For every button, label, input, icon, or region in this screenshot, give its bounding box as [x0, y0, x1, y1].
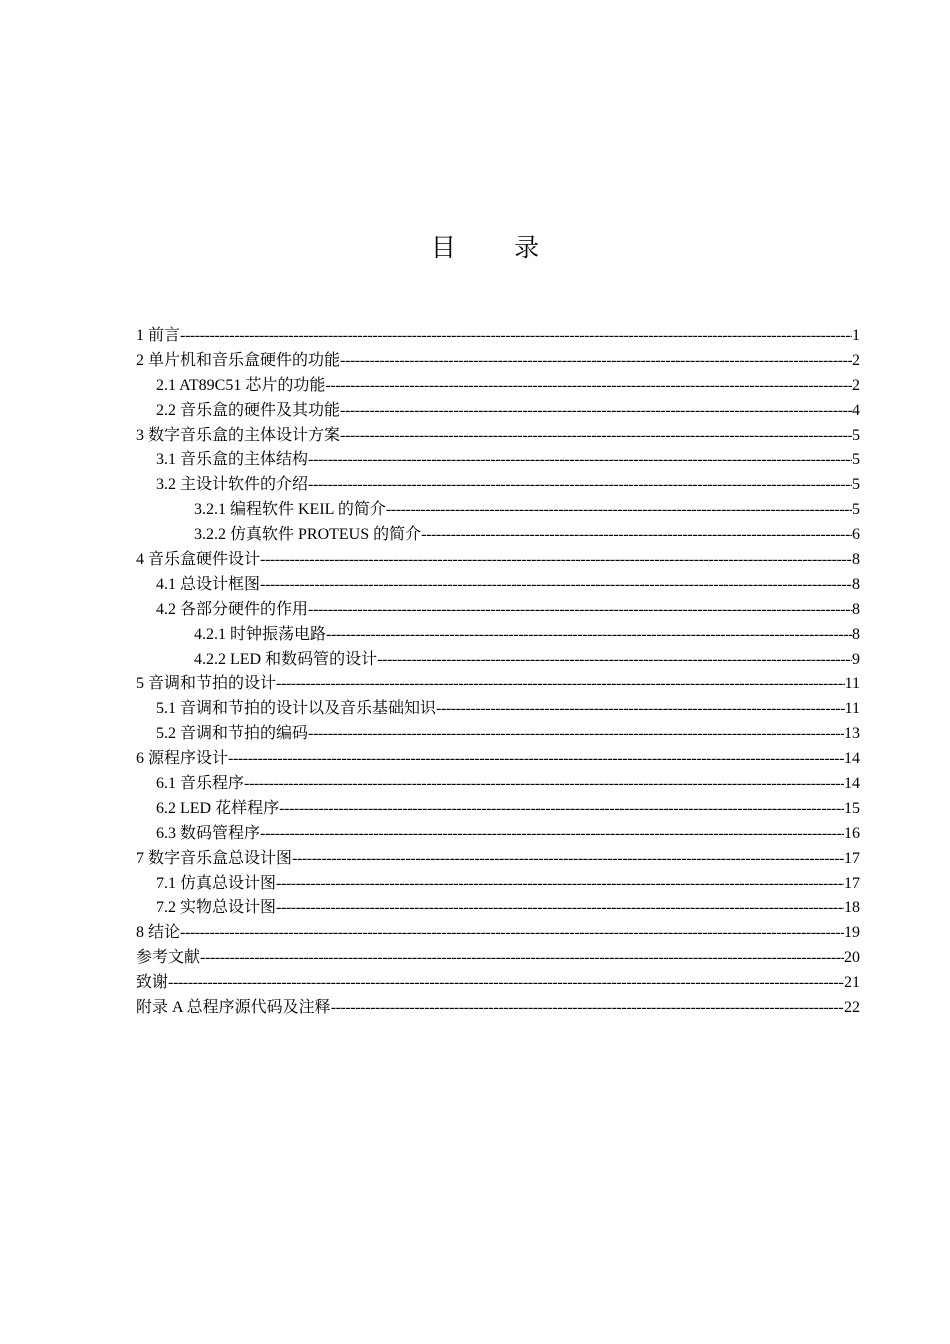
toc-entry-label: 4.1 总设计框图 [156, 575, 261, 593]
toc-leader [168, 971, 844, 996]
toc-entry-label: 附录 A 总程序源代码及注释 [136, 999, 331, 1017]
toc-entry-page: 5 [852, 501, 860, 519]
toc-entry-label: 5.2 音调和节拍的编码 [156, 725, 309, 743]
toc-entry-label: 2.1 AT89C51 芯片的功能 [156, 376, 326, 394]
toc-entry[interactable] [136, 946, 860, 971]
toc-entry[interactable] [136, 722, 860, 747]
toc-leader [308, 448, 852, 473]
toc-entry[interactable] [136, 623, 860, 648]
toc-entry-page: 13 [844, 725, 860, 743]
toc-leader [244, 772, 844, 797]
toc-entry[interactable] [136, 523, 860, 548]
table-of-contents [136, 324, 860, 1021]
toc-entry-label: 3.1 音乐盒的主体结构 [156, 451, 309, 469]
toc-leader [260, 822, 844, 847]
toc-entry-page: 19 [844, 924, 860, 942]
toc-entry-page: 9 [852, 650, 860, 668]
toc-entry-label: 4 音乐盒硬件设计 [136, 551, 261, 569]
toc-entry[interactable] [136, 697, 860, 722]
toc-entry[interactable] [136, 573, 860, 598]
toc-entry-label: 5 音调和节拍的设计 [136, 675, 277, 693]
toc-entry-page: 14 [844, 750, 860, 768]
toc-entry-page: 8 [852, 600, 860, 618]
toc-entry-page: 1 [852, 327, 860, 344]
toc-entry-page: 4 [852, 401, 860, 419]
toc-entry-page: 18 [844, 899, 860, 917]
toc-leader [386, 498, 852, 523]
toc-entry-label: 7 数字音乐盒总设计图 [136, 849, 293, 867]
toc-leader [276, 896, 844, 921]
toc-leader [276, 672, 845, 697]
toc-entry-label: 8 结论 [136, 924, 181, 942]
toc-leader [260, 548, 852, 573]
toc-entry[interactable] [136, 971, 860, 996]
toc-leader [308, 473, 852, 498]
toc-entry[interactable] [136, 548, 860, 573]
toc-entry-label: 6.2 LED 花样程序 [156, 799, 280, 817]
toc-entry-label: 3.2.2 仿真软件 PROTEUS 的简介 [194, 526, 422, 544]
toc-entry-page: 8 [852, 575, 860, 593]
toc-entry-label: 6 源程序设计 [136, 750, 229, 768]
toc-leader [292, 847, 844, 872]
toc-entry-label: 7.1 仿真总设计图 [156, 874, 277, 892]
toc-leader [228, 747, 844, 772]
toc-leader [180, 921, 844, 946]
toc-entry-page: 5 [852, 476, 860, 494]
toc-entry-label: 3.2.1 编程软件 KEIL 的简介 [194, 501, 386, 519]
toc-entry-page: 5 [852, 426, 860, 444]
toc-leader [340, 349, 852, 374]
toc-leader [421, 523, 852, 548]
page-title: 目 录 [430, 235, 566, 262]
toc-entry[interactable] [136, 747, 860, 772]
toc-entry-page: 6 [852, 526, 860, 544]
toc-entry-label: 3 数字音乐盒的主体设计方案 [136, 426, 341, 444]
toc-entry-page: 8 [852, 625, 860, 643]
toc-entry-label: 6.3 数码管程序 [156, 824, 261, 842]
toc-leader [436, 697, 845, 722]
toc-leader [340, 399, 852, 424]
toc-entry-label: 致谢 [136, 974, 169, 992]
toc-entry-page: 2 [852, 376, 860, 394]
toc-leader [340, 424, 852, 449]
toc-leader [276, 872, 844, 897]
toc-entry[interactable] [136, 648, 860, 673]
toc-leader [377, 648, 852, 673]
toc-entry[interactable] [136, 847, 860, 872]
toc-leader [326, 623, 852, 648]
toc-leader [325, 374, 852, 399]
toc-entry-page: 8 [852, 551, 860, 569]
toc-entry-label: 3.2 主设计软件的介绍 [156, 476, 309, 494]
toc-entry[interactable] [136, 399, 860, 424]
toc-entry[interactable] [136, 822, 860, 847]
toc-entry-label: 1 前言 [136, 327, 181, 344]
toc-entry-page: 16 [844, 824, 860, 842]
toc-entry-label: 7.2 实物总设计图 [156, 899, 277, 917]
toc-entry-label: 6.1 音乐程序 [156, 775, 245, 793]
toc-entry-label: 参考文献 [136, 949, 201, 967]
toc-entry-label: 4.2.2 LED 和数码管的设计 [194, 650, 378, 668]
toc-entry[interactable] [136, 598, 860, 623]
toc-entry-label: 2 单片机和音乐盒硬件的功能 [136, 351, 341, 369]
toc-entry[interactable] [136, 374, 860, 399]
toc-entry-page: 20 [844, 949, 860, 967]
toc-leader [279, 797, 844, 822]
toc-entry[interactable] [136, 448, 860, 473]
toc-entry-page: 11 [844, 675, 860, 693]
toc-entry[interactable] [136, 772, 860, 797]
toc-entry[interactable] [136, 473, 860, 498]
toc-entry-page: 15 [844, 799, 860, 817]
toc-leader [308, 598, 852, 623]
toc-entry-label: 2.2 音乐盒的硬件及其功能 [156, 401, 341, 419]
toc-entry-label: 4.2 各部分硬件的作用 [156, 600, 309, 618]
toc-entry-page: 5 [852, 451, 860, 469]
toc-entry-label: 4.2.1 时钟振荡电路 [194, 625, 327, 643]
toc-entry-page: 17 [844, 874, 860, 892]
toc-entry-page: 11 [844, 700, 860, 718]
toc-entry-label: 5.1 音调和节拍的设计以及音乐基础知识 [156, 700, 437, 718]
toc-leader [200, 946, 844, 971]
toc-entry[interactable] [136, 896, 860, 921]
toc-entry[interactable] [136, 349, 860, 374]
toc-entry[interactable] [136, 872, 860, 897]
toc-entry[interactable] [136, 797, 860, 822]
toc-leader [331, 996, 844, 1021]
toc-entry[interactable] [136, 921, 860, 946]
toc-entry[interactable] [136, 672, 860, 697]
toc-entry-page: 21 [844, 974, 860, 992]
toc-entry-page: 17 [844, 849, 860, 867]
toc-entry-page: 22 [844, 999, 860, 1017]
toc-leader [308, 722, 844, 747]
toc-entry-page: 2 [852, 351, 860, 369]
toc-entry[interactable] [136, 996, 860, 1021]
toc-entry[interactable] [136, 498, 860, 523]
toc-leader [180, 324, 852, 349]
toc-leader [260, 573, 852, 598]
toc-entry[interactable] [136, 424, 860, 449]
toc-entry[interactable] [136, 324, 860, 349]
toc-entry-page: 14 [844, 775, 860, 793]
